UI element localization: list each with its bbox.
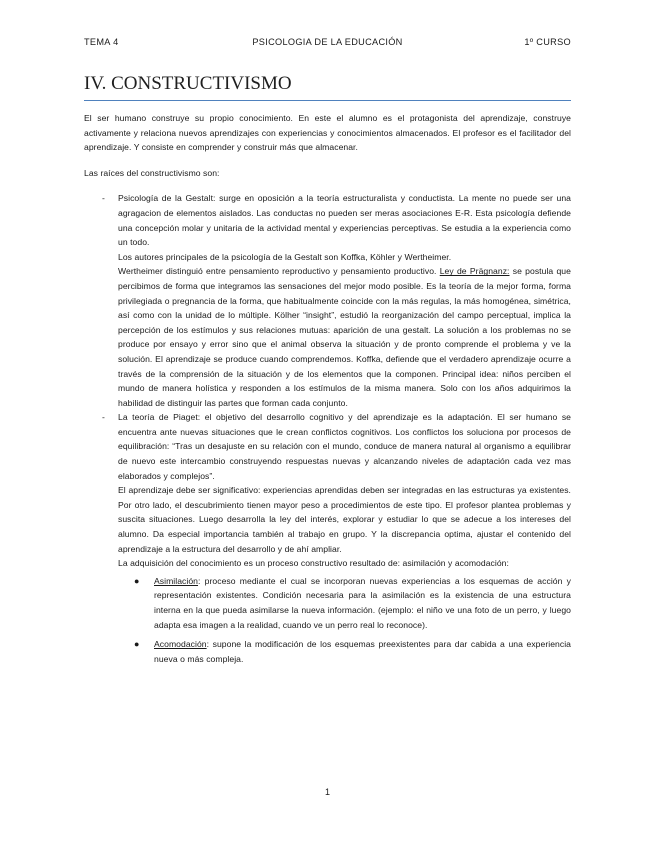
gestalt-wertheimer: Wertheimer distinguió entre pensamiento reproductivo y pensamiento productivo. <box>118 266 437 277</box>
intro-paragraph: El ser humano construye su propio conocimiento. En este el alumno es el protagonista del aprendizaje, construye activamente y relaciona nuevos aprendizajes con experiencias y conocimientos almacenados. El profesor es el facilitador del aprendizaje. Y consiste en comprender y construir más que almacenar. <box>84 113 571 153</box>
dash-bullet: - <box>102 193 105 204</box>
sub-item-asimilacion <box>84 574 571 632</box>
list-item-gestalt <box>84 191 571 410</box>
sub-item-acomodacion <box>84 637 571 666</box>
acomodacion-term: Acomodación <box>154 639 207 650</box>
roots-intro: Las raíces del constructivismo son: <box>84 167 220 178</box>
header-topic: TEMA 4 <box>84 37 119 47</box>
dash-bullet: - <box>102 412 105 423</box>
acomodacion-paragraph <box>154 637 571 666</box>
acomodacion-text: : supone la modificación de los esquemas preexistentes para dar cabida a una experiencia nueva o más compleja. <box>154 639 571 664</box>
gestalt-paragraph-3 <box>118 264 571 410</box>
gestalt-pragnanz-text: se postula que percibimos de forma que integramos las sensaciones del mejor modo posible. Es la teoría de la mejor forma, forma privilegiada o pregnancia de la forma, que habitualmente coincide con la más regulas, la más homogénea, simétrica, así como con la unidad de lo múltiple. Kölher “insight”, estudió la reorganización del campo perceptual, implica la percepción de los estímulos y sus relaciones mutuas: aparición de una gestalt. La solución a los problemas no se produce por ensayo y error sino que el animal observa la situación y de pronto comprende el problema y ve la solución. El aprendizaje se produce cuando comprendemos. Koffka, defiende que el verdadero aprendizaje ocurre a través de la comprensión de la situación y de los elementos que la componen. Principal idea: niños perciben el mundo de manera holística y responden a los estímulos de la misma manera. Solo con los años adquirimos la habilidad de distinguir las partes que forman cada conjunto. <box>118 266 571 408</box>
asimilacion-term: Asimilación <box>154 575 199 586</box>
asimilacion-text: : proceso mediante el cual se incorporan nuevas experiencias a los esquemas de acción y representación existentes. Condición necesaria para la asimilación es la existencia de una estructura interna en la que pueda asimilarse la nueva información. (ejemplo: el niño ve una foto de un perro, y luego adapta esa imagen a la realidad, cuando ve un perro real lo reconoce). <box>154 575 571 630</box>
asimilacion-paragraph <box>154 574 571 632</box>
bullet-dot-icon: ● <box>134 575 140 586</box>
gestalt-paragraph-2: Los autores principales de la psicología de la Gestalt son Koffka, Köhler y Wertheimer. <box>118 251 452 262</box>
gestalt-paragraph-1: Psicología de la Gestalt: surge en oposición a la teoría estructuralista y conductista. La mente no puede ser una agragacion de elementos aislados. Las conductas no pueden ser meras asociaciones E-R. Esta psicología defiende una concepción molar y unitaria de la actividad mental y experiencias perceptivas. Se estudia a la experiencia como un todo. <box>118 193 571 248</box>
page-number: 1 <box>324 787 330 797</box>
piaget-paragraph-3: La adquisición del conocimiento es un proceso constructivo resultado de: asimilación y acomodación: <box>118 558 509 569</box>
page-header <box>84 37 571 51</box>
header-subject: PSICOLOGIA DE LA EDUCACIÓN <box>252 37 403 47</box>
piaget-paragraph-2: El aprendizaje debe ser significativo: experiencias aprendidas deben ser integradas en las estructuras ya existentes. Por otro lado, el descubrimiento tienen mayor peso a procedimientos de este tipo. El profesor plantea problemas y suscita situaciones. Luego desarrolla la ley del interés, explorar y estudiar lo que se adecue a los intereses del alumno. Da especial importancia también al trabajo en grupo. Y la discrepancia optima, ajustar el contenido del aprendizaje a la estructura del desarrollo y de ahí ampliar. <box>118 485 571 554</box>
bullet-dot-icon: ● <box>134 639 140 650</box>
law-pragnanz-term: Ley de Prägnanz: <box>439 266 510 277</box>
header-course: 1º CURSO <box>524 37 571 47</box>
piaget-paragraph-1: La teoría de Piaget: el objetivo del desarrollo cognitivo y del aprendizaje es la adaptación. El ser humano se encuentra ante nuevas situaciones que le crean conflictos cognitivos. Los conflictos los soluciona por procesos de equilibración: “Tras un desajuste en su relación con el mundo, conduce de manera natural al organismo a equilibrar de nuevo este intercambio construyendo respuestas nuevas y alcanzando niveles de adaptación cada vez mas elaborados y complejos”. <box>118 412 571 481</box>
list-item-piaget <box>84 410 571 574</box>
page-title: IV. CONSTRUCTIVISMO <box>84 73 571 101</box>
document-body <box>84 111 571 666</box>
